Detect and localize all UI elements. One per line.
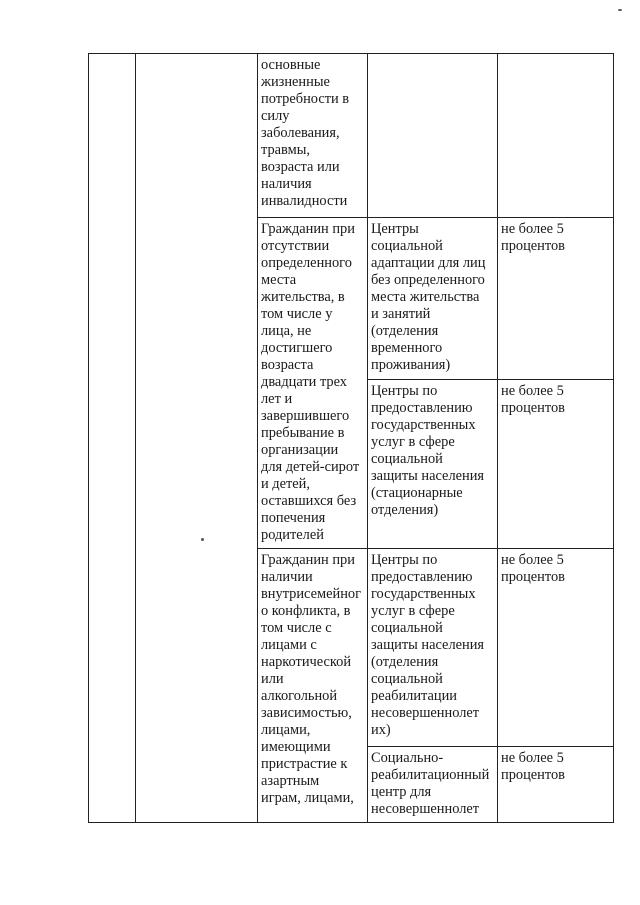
limit-text: не более 5 процентов: [501, 221, 565, 254]
limit-cell: [498, 747, 614, 823]
category-cell: [258, 54, 368, 218]
limit-text: не более 5 процентов: [501, 750, 565, 783]
limit-cell: [498, 54, 614, 218]
limit-cell: [498, 379, 614, 548]
organization-cell: [368, 549, 498, 747]
category-text: Гражданин при отсутствии определенного места жительства, в том числе у лица, не достигшего возраста двадцати трех лет и завершившего пребывание в организации для детей-сирот и детей, оставшихся без попечения родителей: [261, 221, 360, 543]
category-text: Гражданин при наличии внутрисемейног о конфликта, в том числе с лицами с наркотической или алкогольной зависимостью, лицами, имеющими пристрастие к азартным играм, лицами,: [261, 552, 361, 806]
limit-text: не более 5 процентов: [501, 552, 565, 585]
limit-cell: [498, 549, 614, 747]
organization-text: Центры социальной адаптации для лиц без определенного места жительства и занятий (отделения временного проживания): [371, 221, 486, 373]
scan-speck: [618, 9, 622, 11]
organization-text: Центры по предоставлению государственных услуг в сфере социальной защиты населения (отделения социальной реабилитации несовершеннолет их): [371, 552, 485, 738]
category-cell: [258, 218, 368, 549]
limit-cell: [498, 218, 614, 380]
number-column: [89, 54, 136, 823]
organization-cell: [368, 747, 498, 823]
organization-cell: [368, 379, 498, 548]
table-row: [89, 54, 614, 218]
service-type-column: [136, 54, 258, 823]
organization-text: Центры по предоставлению государственных услуг в сфере социальной защиты населения (стационарные отделения): [371, 382, 485, 518]
services-table: [88, 53, 614, 823]
category-text: основные жизненные потребности в силу заболевания, травмы, возраста или наличия инвалидности: [261, 57, 350, 209]
organization-text: Социально- реабилитационный центр для несовершеннолет: [371, 750, 490, 817]
limit-text: не более 5 процентов: [501, 382, 565, 416]
organization-cell: [368, 218, 498, 380]
organization-cell: [368, 54, 498, 218]
category-cell: [258, 549, 368, 823]
